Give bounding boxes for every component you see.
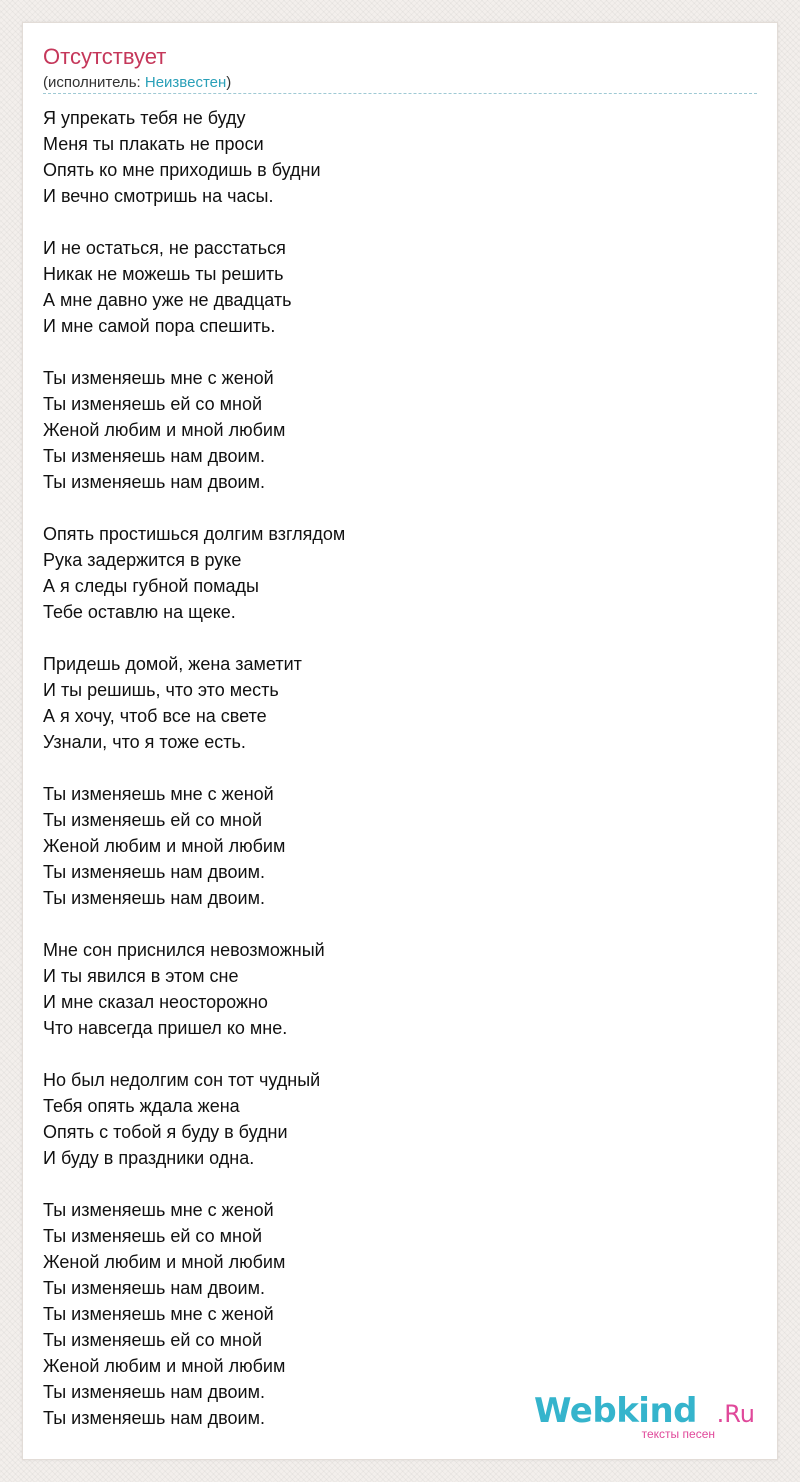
lyric-line: Ты изменяешь нам двоим.	[43, 472, 265, 492]
lyric-line: И ты явился в этом сне	[43, 966, 239, 986]
lyric-line: Ты изменяешь ей со мной	[43, 810, 263, 830]
lyric-line: Ты изменяешь мне с женой	[43, 1200, 274, 1220]
lyric-line: Никак не можешь ты решить	[43, 264, 284, 284]
lyric-line: А мне давно уже не двадцать	[43, 290, 292, 310]
logo-tagline: тексты песен	[641, 1427, 715, 1441]
lyric-line: Ты изменяешь ей со мной	[43, 394, 263, 414]
lyric-line: Ты изменяешь ей со мной	[43, 1330, 263, 1350]
lyric-line: Ты изменяешь нам двоим.	[43, 1408, 265, 1428]
lyric-line: И мне самой пора спешить.	[43, 316, 276, 336]
lyric-line: Но был недолгим сон тот чудный	[43, 1070, 321, 1090]
song-title: Отсутствует	[43, 44, 167, 69]
lyric-line: Узнали, что я тоже есть.	[43, 732, 246, 752]
stanza-break	[43, 1171, 743, 1197]
artist-line	[43, 73, 231, 93]
lyric-line: Я упрекать тебя не буду	[43, 108, 246, 128]
stanza-break	[43, 911, 743, 937]
lyric-line: Женой любим и мной любим	[43, 1356, 286, 1376]
lyric-line: И вечно смотришь на часы.	[43, 186, 274, 206]
lyric-line: И не остаться, не расстаться	[43, 238, 286, 258]
lyric-line: И мне сказал неосторожно	[43, 992, 268, 1012]
artist-link[interactable]: Неизвестен	[144, 74, 227, 91]
lyric-line: Ты изменяешь мне с женой	[43, 784, 274, 804]
lyric-line: Ты изменяешь нам двоим.	[43, 446, 265, 466]
lyric-line: Мне сон приснился невозможный	[43, 940, 325, 960]
lyric-line: Ты изменяешь нам двоим.	[43, 1278, 265, 1298]
lyric-line: Меня ты плакать не проси	[43, 134, 264, 154]
lyric-line: Опять простишься долгим взглядом	[43, 524, 346, 544]
stanza-break	[43, 1041, 743, 1067]
lyric-line: Ты изменяешь ей со мной	[43, 1226, 263, 1246]
lyrics-body	[43, 105, 743, 1431]
stanza-break	[43, 625, 743, 651]
lyric-line: Ты изменяешь нам двоим.	[43, 1382, 265, 1402]
lyric-line: Женой любим и мной любим	[43, 1252, 286, 1272]
lyric-line: И буду в праздники одна.	[43, 1148, 255, 1168]
lyric-line: Опять ко мне приходишь в будни	[43, 160, 321, 180]
lyric-line: Ты изменяешь нам двоим.	[43, 862, 265, 882]
lyric-line: И ты решишь, что это месть	[43, 680, 279, 700]
lyric-line: Рука задержится в руке	[43, 550, 242, 570]
stanza-break	[43, 339, 743, 365]
lyric-line: Ты изменяешь нам двоим.	[43, 888, 265, 908]
lyric-line: А я следы губной помады	[43, 576, 259, 596]
lyric-line: Придешь домой, жена заметит	[43, 654, 302, 674]
header-divider	[43, 93, 757, 94]
stanza-break	[43, 755, 743, 781]
lyric-line: Женой любим и мной любим	[43, 836, 286, 856]
webkind-logo[interactable]	[534, 1391, 755, 1441]
logo-word: Webkind	[534, 1391, 697, 1431]
stanza-break	[43, 495, 743, 521]
lyric-line: Опять с тобой я буду в будни	[43, 1122, 288, 1142]
logo-tld: .Ru	[716, 1400, 755, 1428]
lyrics-card	[22, 22, 778, 1460]
lyric-line: Тебе оставлю на щеке.	[43, 602, 236, 622]
lyric-line: Тебя опять ждала жена	[43, 1096, 240, 1116]
stanza-break	[43, 209, 743, 235]
lyric-line: Что навсегда пришел ко мне.	[43, 1018, 288, 1038]
artist-suffix: )	[226, 74, 232, 91]
lyric-line: Ты изменяешь мне с женой	[43, 1304, 274, 1324]
artist-prefix: (исполнитель:	[43, 74, 145, 91]
lyric-line: А я хочу, чтоб все на свете	[43, 706, 267, 726]
lyric-line: Женой любим и мной любим	[43, 420, 286, 440]
lyric-line: Ты изменяешь мне с женой	[43, 368, 274, 388]
